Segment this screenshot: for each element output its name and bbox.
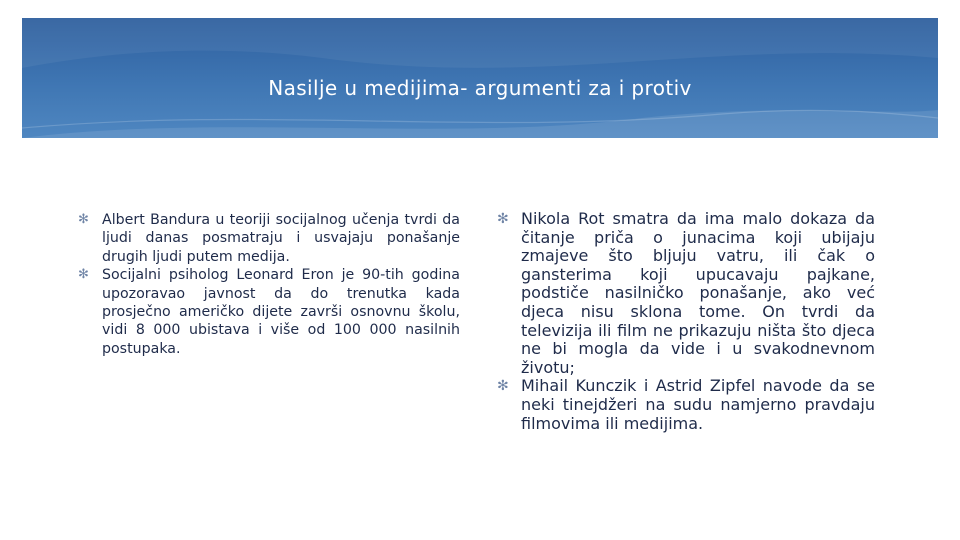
- slide-title: Nasilje u medijima- argumenti za i protiv: [268, 76, 692, 100]
- asterisk-icon: ✻: [497, 378, 509, 395]
- asterisk-icon: ✻: [78, 212, 89, 227]
- bullet-text: Nikola Rot smatra da ima malo dokaza da čitanje priča o junacima koji ubijaju zmajeve što bljuju vatru, ili čak o gansterima koji upucavaju pajkane, podstiče nasilničko ponašanje, ako već djeca nisu sklona tome. On tvrdi da televizija ili film ne prikazuju ništa što djeca ne bi mogla da vide i u svakodnevnom životu;: [521, 209, 875, 377]
- list-item: [497, 377, 875, 433]
- bullet-text: Albert Bandura u teoriji socijalnog učenja tvrdi da ljudi danas posmatraju i usvajaju ponašanje drugih ljudi putem medija.: [102, 212, 460, 265]
- title-banner: [22, 18, 938, 138]
- list-item: [497, 210, 875, 377]
- bullet-text: Socijalni psiholog Leonard Eron je 90-tih godina upozoravao javnost da do trenutka kada prosječno američko dijete završi osnovnu školu, vidi 8 000 ubistava i više od 100 000 nasilnih postupaka.: [102, 267, 460, 357]
- asterisk-icon: ✻: [78, 267, 89, 283]
- left-bullet-list: [78, 211, 460, 358]
- list-item: [78, 211, 460, 266]
- right-bullet-list: [497, 210, 875, 433]
- list-item: [78, 266, 460, 358]
- asterisk-icon: ✻: [497, 211, 509, 227]
- bullet-text: Mihail Kunczik i Astrid Zipfel navode da se neki tinejdžeri na sudu namjerno pravdaju filmovima ili medijima.: [521, 376, 875, 433]
